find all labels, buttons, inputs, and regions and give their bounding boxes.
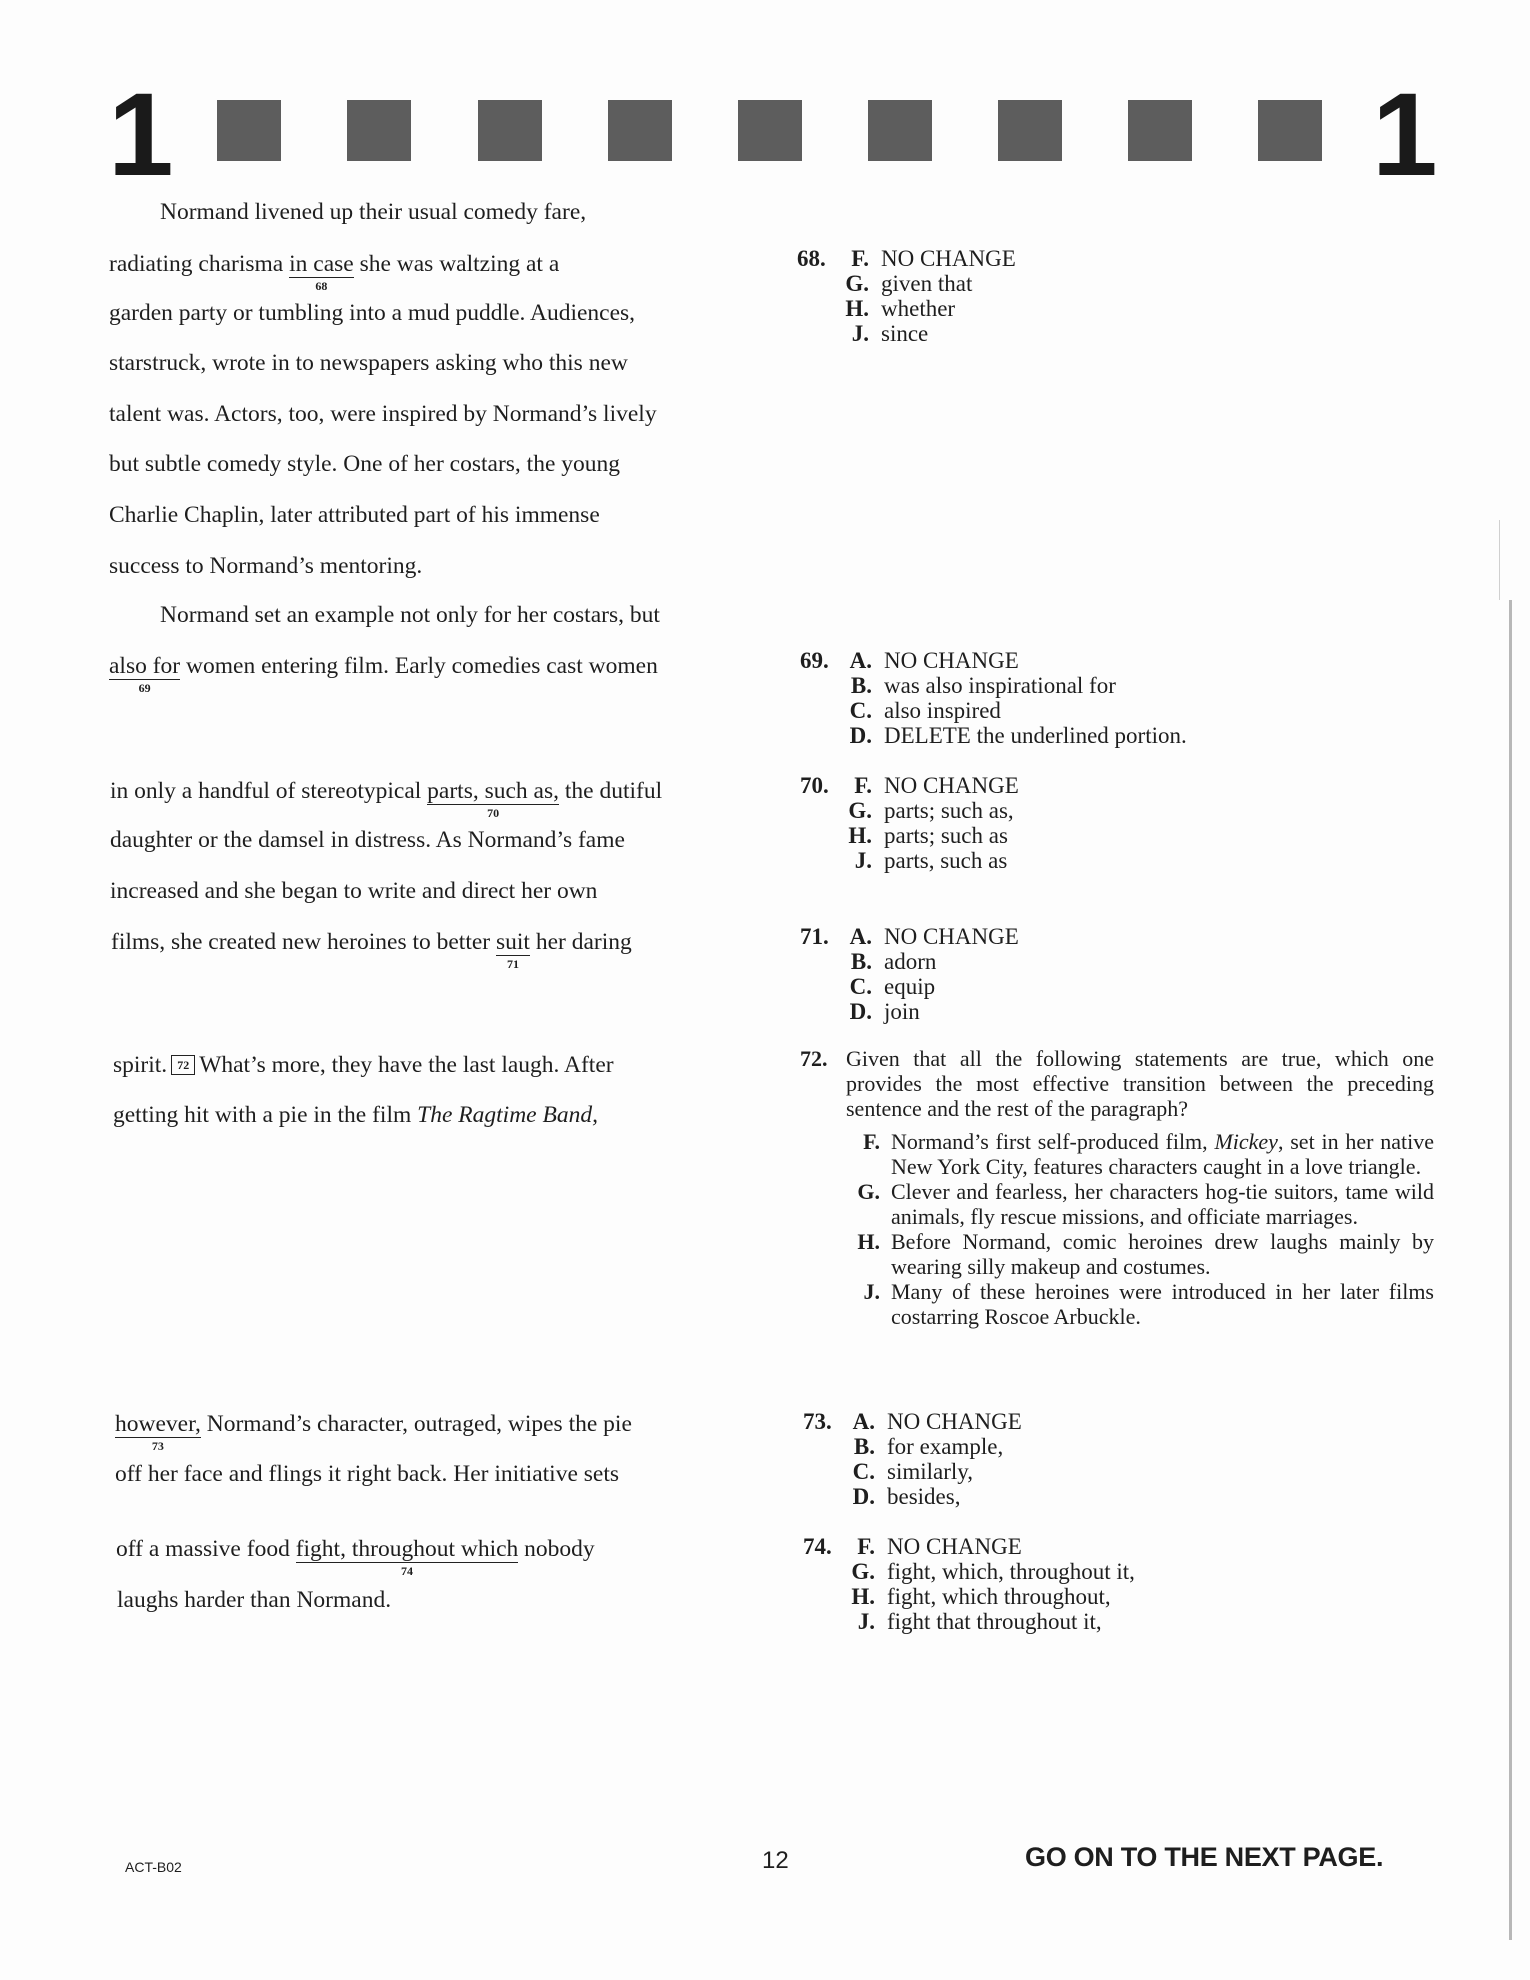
passage-text: in only a handful of stereotypical (110, 778, 428, 804)
passage-line (113, 1054, 614, 1078)
option-letter: A. (849, 924, 872, 949)
option-letter: C. (852, 1459, 875, 1484)
header-block (217, 100, 281, 161)
header-block (1128, 100, 1192, 161)
question-number: 73. (803, 1409, 832, 1434)
option-text: join (884, 999, 920, 1024)
passage-line: daughter or the damsel in distress. As Normand’s fame (110, 827, 625, 853)
question-number: 69. (800, 648, 829, 673)
underlined-portion-73 (115, 1411, 201, 1453)
option-a[interactable] (842, 648, 1187, 673)
option-h[interactable] (800, 1229, 1434, 1279)
passage-text: Normand’s character, outraged, wipes the pie (200, 1411, 632, 1437)
option-j[interactable] (839, 321, 1016, 346)
option-letter: A. (852, 1409, 875, 1434)
option-text: Before Normand, comic heroines drew laughs mainly by wearing silly makeup and costumes. (891, 1229, 1434, 1279)
option-letter: G. (857, 1179, 880, 1204)
option-text: NO CHANGE (884, 924, 1019, 949)
underlined-text: however, (115, 1411, 201, 1437)
question-marker-74: 74 (400, 1563, 413, 1578)
passage-text: off a massive food (116, 1536, 296, 1562)
question-box-72: 72 (171, 1055, 195, 1075)
option-text: equip (884, 974, 936, 999)
option-text: adorn (884, 949, 937, 974)
option-g[interactable] (842, 798, 1019, 823)
question-74 (803, 1534, 1135, 1634)
underlined-text: parts, such as, (427, 778, 560, 804)
film-title: The Ragtime Band, (417, 1102, 598, 1128)
option-f[interactable] (800, 1129, 1434, 1179)
passage-line: garden party or tumbling into a mud puddle. Audiences, (109, 300, 636, 326)
option-d[interactable] (842, 999, 1019, 1024)
passage-line (115, 1411, 632, 1453)
passage-line (110, 778, 663, 820)
passage-line: but subtle comedy style. One of her costars, the young (109, 451, 621, 477)
passage-line: off her face and flings it right back. Her initiative sets (115, 1461, 619, 1487)
option-j[interactable] (800, 1279, 1434, 1329)
underlined-portion-70 (427, 778, 560, 820)
option-h[interactable] (845, 1584, 1135, 1609)
option-h[interactable] (839, 296, 1016, 321)
option-text: similarly, (887, 1459, 974, 1484)
option-letter: A. (849, 648, 872, 673)
option-letter: F. (854, 773, 872, 798)
option-text: fight that throughout it, (887, 1609, 1102, 1634)
underlined-text: also for (109, 653, 181, 679)
passage-text: she was waltzing at a (353, 251, 560, 277)
passage-line (113, 1104, 598, 1128)
option-letter: F. (851, 246, 869, 271)
option-text: NO CHANGE (881, 246, 1016, 271)
passage-line: talent was. Actors, too, were inspired by Normand’s lively (109, 401, 657, 427)
page-number: 12 (762, 1847, 789, 1874)
passage-line: Normand livened up their usual comedy fare, (160, 199, 587, 225)
option-g[interactable] (800, 1179, 1434, 1229)
option-text: Normand’s first self-produced film, (891, 1129, 1215, 1154)
underlined-text: in case (289, 251, 354, 277)
question-marker-68: 68 (315, 278, 328, 293)
underlined-portion-68 (289, 251, 354, 293)
option-text: Clever and fearless, her characters hog-tie suitors, tame wild animals, fly rescue missions, and officiate marriages. (891, 1179, 1434, 1229)
passage-line: laughs harder than Normand. (117, 1587, 392, 1613)
question-number: 72. (800, 1046, 828, 1071)
next-page-instruction: GO ON TO THE NEXT PAGE. (1025, 1842, 1384, 1872)
option-text: besides, (887, 1484, 961, 1509)
passage-text: films, she created new heroines to better (111, 929, 496, 955)
scan-edge-shadow (1509, 600, 1512, 1940)
film-title: Mickey (1214, 1129, 1278, 1154)
option-a[interactable] (842, 924, 1019, 949)
option-a[interactable] (845, 1409, 1022, 1434)
option-text: NO CHANGE (884, 773, 1019, 798)
passage-text: getting hit with a pie in the film (113, 1102, 418, 1128)
header-block (608, 100, 672, 161)
option-b[interactable] (842, 673, 1187, 698)
option-d[interactable] (845, 1484, 1022, 1509)
option-c[interactable] (845, 1459, 1022, 1484)
passage-text: her daring (529, 929, 632, 955)
header-block (478, 100, 542, 161)
option-letter: J. (851, 321, 869, 346)
option-f[interactable] (842, 773, 1019, 798)
question-68 (797, 246, 1016, 346)
header-block (998, 100, 1062, 161)
option-letter: J. (857, 1609, 875, 1634)
option-letter: G. (848, 798, 872, 823)
option-text: since (881, 321, 929, 346)
passage-line (109, 251, 560, 293)
question-70 (800, 773, 1019, 873)
option-text: Many of these heroines were introduced in her later films costarring Roscoe Arbuckle. (891, 1279, 1434, 1329)
option-letter: F. (863, 1129, 880, 1154)
option-letter: D. (849, 999, 872, 1024)
option-letter: D. (849, 723, 872, 748)
passage-text: What’s more, they have the last laugh. After (199, 1052, 614, 1078)
option-h[interactable] (842, 823, 1019, 848)
passage-line: increased and she began to write and direct her own (110, 878, 598, 904)
option-letter: B. (850, 673, 872, 698)
passage-line: success to Normand’s mentoring. (109, 553, 423, 579)
option-letter: H. (848, 823, 872, 848)
option-letter: C. (849, 698, 872, 723)
option-d[interactable] (842, 723, 1187, 748)
question-72 (800, 1046, 1434, 1329)
option-g[interactable] (845, 1559, 1135, 1584)
question-69 (800, 648, 1187, 748)
option-c[interactable] (842, 974, 1019, 999)
passage-text: the dutiful (559, 778, 663, 804)
question-number: 74. (803, 1534, 832, 1559)
question-71 (800, 924, 1019, 1024)
passage-text: spirit. (113, 1052, 168, 1078)
question-number: 70. (800, 773, 829, 798)
passage-text: radiating charisma (109, 251, 290, 277)
passage-line (109, 653, 658, 695)
header-block (738, 100, 802, 161)
option-letter: B. (853, 1434, 875, 1459)
option-b[interactable] (845, 1434, 1022, 1459)
option-letter: D. (852, 1484, 875, 1509)
passage-line: starstruck, wrote in to newspapers asking who this new (109, 350, 628, 376)
option-j[interactable] (842, 848, 1019, 873)
option-text: parts; such as, (884, 798, 1014, 823)
option-j[interactable] (845, 1609, 1135, 1634)
passage-line (116, 1536, 595, 1578)
option-text: fight, which throughout, (887, 1584, 1111, 1609)
passage-line: Charlie Chaplin, later attributed part of his immense (109, 502, 600, 528)
question-marker-70: 70 (487, 805, 500, 820)
option-text: , set in her native New York City, features characters caught in a love triangle. (891, 1129, 1434, 1179)
option-g[interactable] (839, 271, 1016, 296)
option-text: also inspired (884, 698, 1001, 723)
underlined-portion-74 (295, 1536, 519, 1578)
option-text: parts, such as (884, 848, 1008, 873)
underlined-text: fight, throughout which (295, 1536, 519, 1562)
option-letter: H. (851, 1584, 875, 1609)
section-number-left: 1 (108, 69, 170, 201)
option-letter: G. (851, 1559, 875, 1584)
passage-text: nobody (518, 1536, 595, 1562)
underlined-portion-71 (496, 929, 530, 971)
question-number: 71. (800, 924, 829, 949)
option-letter: H. (857, 1229, 880, 1254)
option-text: was also inspirational for (884, 673, 1116, 698)
option-text: parts; such as (884, 823, 1008, 848)
question-marker-73: 73 (151, 1438, 164, 1453)
section-number-right: 1 (1372, 69, 1434, 201)
underlined-portion-69 (109, 653, 181, 695)
option-text: NO CHANGE (884, 648, 1019, 673)
header-block (868, 100, 932, 161)
option-b[interactable] (842, 949, 1019, 974)
option-text: whether (881, 296, 956, 321)
option-f[interactable] (845, 1534, 1135, 1559)
option-letter: C. (849, 974, 872, 999)
question-stem: Given that all the following statements are true, which one provides the most effective transition between the preceding sentence and the rest of the paragraph? (846, 1046, 1434, 1121)
question-marker-69: 69 (138, 680, 151, 695)
option-text: DELETE the underlined portion. (884, 723, 1187, 748)
passage-line: Normand set an example not only for her costars, but (160, 602, 660, 628)
option-letter: J. (854, 848, 872, 873)
option-text: NO CHANGE (887, 1409, 1022, 1434)
passage-line (111, 929, 632, 971)
option-text: for example, (887, 1434, 1004, 1459)
underlined-text: suit (496, 929, 530, 955)
question-marker-71: 71 (506, 956, 519, 971)
question-73 (803, 1409, 1022, 1509)
option-letter: J. (863, 1279, 880, 1304)
option-letter: B. (850, 949, 872, 974)
header-block (1258, 100, 1322, 161)
form-code: ACT-B02 (125, 1859, 182, 1875)
option-letter: G. (845, 271, 869, 296)
option-letter: H. (845, 296, 869, 321)
option-letter: F. (857, 1534, 875, 1559)
header-block (347, 100, 411, 161)
option-c[interactable] (842, 698, 1187, 723)
scan-edge-mark (1499, 520, 1500, 600)
question-number: 68. (797, 246, 826, 271)
option-text: fight, which, throughout it, (887, 1559, 1135, 1584)
option-f[interactable] (839, 246, 1016, 271)
option-text: given that (881, 271, 973, 296)
passage-text: women entering film. Early comedies cast women (180, 653, 658, 679)
option-text: NO CHANGE (887, 1534, 1022, 1559)
